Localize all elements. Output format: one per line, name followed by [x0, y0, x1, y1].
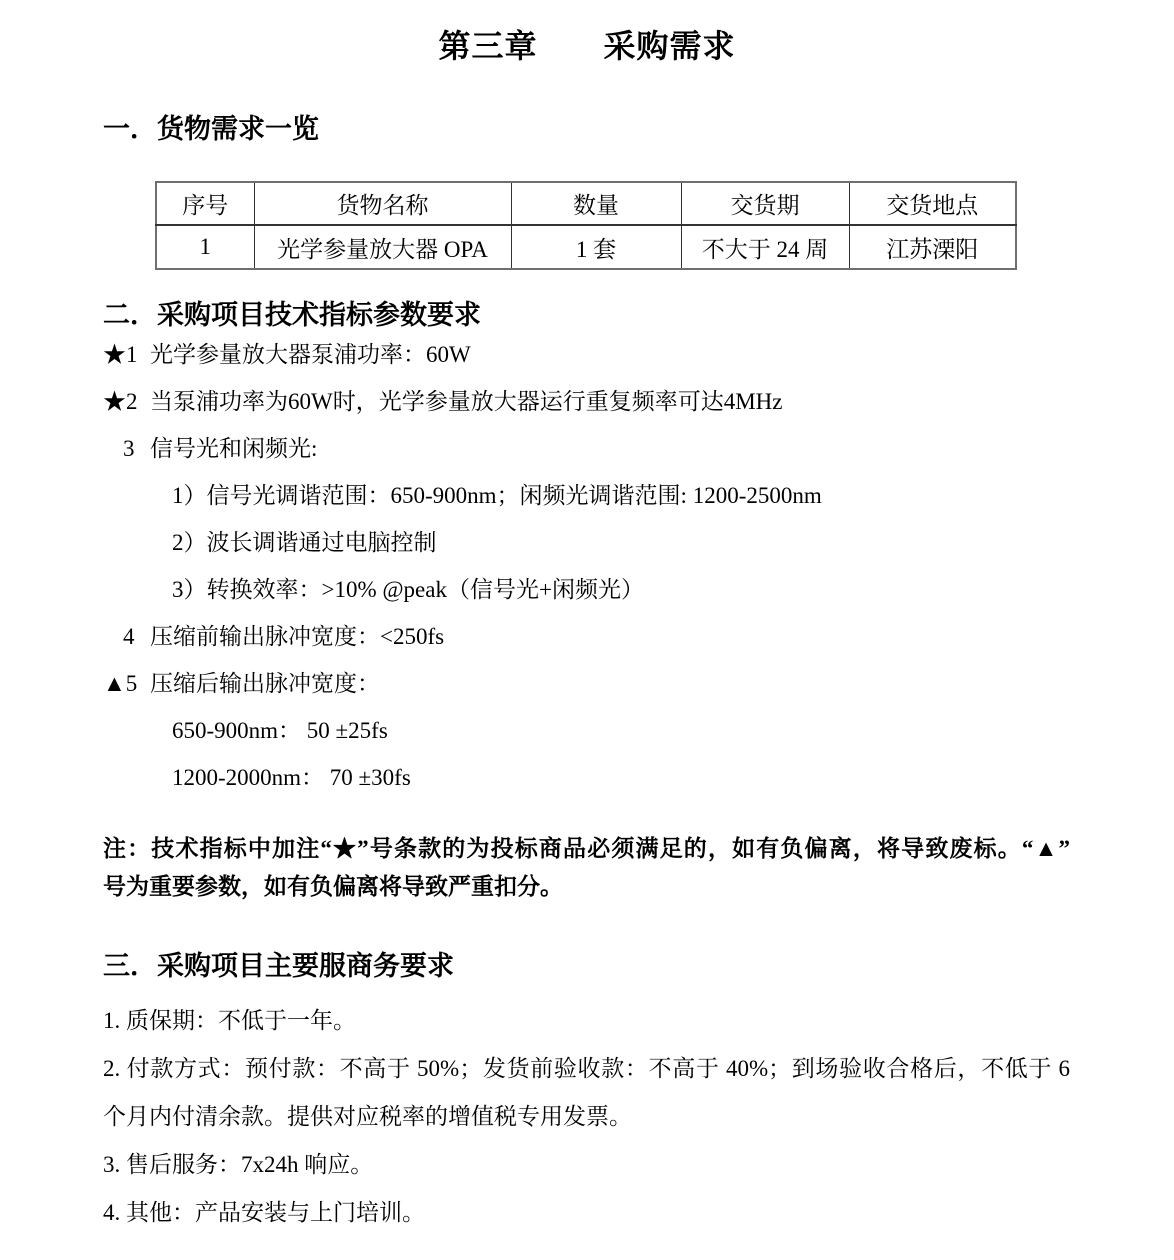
spec-subitem-conversion-efficiency: [172, 566, 1070, 613]
spec-item-signal-idler: [123, 425, 1070, 472]
note-paragraph: [103, 830, 1070, 906]
goods-header-qty: 数量: [511, 182, 681, 225]
item-number: 3: [123, 436, 135, 461]
spec-text: 当泵浦功率为60W时，光学参量放大器运行重复频率可达4MHz: [150, 389, 783, 414]
payment-line-1: 2. 付款方式：预付款：不高于 50%；发货前验收款：不高于 40%；到场验收合格后，不低于 6: [103, 1056, 1070, 1081]
payment-line-2: 个月内付清余款。提供对应税率的增值税专用发票。: [103, 1104, 632, 1129]
spec-text: 波长调谐通过电脑控制: [206, 530, 437, 555]
spec-text: 压缩后输出脉冲宽度：: [150, 671, 380, 696]
goods-table: [155, 181, 1017, 270]
spec-item-rep-rate: [103, 378, 1070, 425]
goods-section-heading: 一．货物需求一览: [103, 114, 319, 144]
spec-value-650-900: [172, 707, 1070, 754]
note-line-1: 注：技术指标中加注“★”号条款的为投标商品必须满足的，如有负偏离，将导致废标。“▲”: [103, 836, 1070, 861]
spec-text: 信号光调谐范围：650-900nm；闲频光调谐范围: 1200-2500nm: [206, 483, 822, 508]
business-item-other: 4. 其他：产品安装与上门培训。: [103, 1200, 425, 1225]
spec-item-pump-power: [103, 331, 1070, 378]
goods-cell-seq: 1: [156, 225, 254, 269]
goods-table-data-row: [156, 225, 1016, 269]
star-marker: ★2: [103, 389, 138, 414]
subitem-number: 2）: [172, 530, 207, 555]
goods-header-name: 货物名称: [254, 182, 511, 225]
document-body: [103, 113, 1070, 1237]
spec-text: 光学参量放大器泵浦功率：60W: [150, 342, 471, 367]
star-marker: ★1: [103, 342, 138, 367]
goods-header-location: 交货地点: [849, 182, 1016, 225]
spec-subitem-tuning-range: [172, 472, 1070, 519]
business-item-aftersales: 3. 售后服务：7x24h 响应。: [103, 1152, 374, 1177]
goods-cell-qty: 1 套: [511, 225, 681, 269]
business-item-warranty: 1. 质保期：不低于一年。: [103, 1008, 356, 1033]
subitem-number: 3）: [172, 577, 207, 602]
goods-cell-location: 江苏溧阳: [849, 225, 1016, 269]
goods-table-header-row: [156, 182, 1016, 225]
business-item-payment: [103, 1045, 1070, 1141]
spec-item-postcompression-width: [103, 660, 1070, 707]
business-section-heading: 三．采购项目主要服商务要求: [103, 951, 454, 981]
spec-text: 1200-2000nm： 70 ±30fs: [172, 765, 411, 790]
triangle-marker: ▲5: [103, 671, 138, 696]
spec-text: 信号光和闲频光:: [150, 436, 318, 461]
business-list: [103, 997, 1070, 1237]
goods-cell-name: 光学参量放大器 OPA: [254, 225, 511, 269]
page-title: 第三章 采购需求: [438, 28, 736, 64]
spec-item-precompression-width: [123, 613, 1070, 660]
note-line-2: 号为重要参数，如有负偏离将导致严重扣分。: [103, 874, 563, 899]
goods-header-seq: 序号: [156, 182, 254, 225]
subitem-number: 1）: [172, 483, 207, 508]
spec-subitem-computer-control: [172, 519, 1070, 566]
spec-text: 转换效率：>10% @peak（信号光+闲频光）: [206, 577, 644, 602]
goods-header-delivery: 交货期: [681, 182, 849, 225]
spec-text: 650-900nm： 50 ±25fs: [172, 718, 388, 743]
spec-value-1200-2000: [172, 754, 1070, 801]
spec-text: 压缩前输出脉冲宽度：<250fs: [150, 624, 445, 649]
specs-section-heading: 二．采购项目技术指标参数要求: [103, 300, 481, 330]
goods-cell-delivery: 不大于 24 周: [681, 225, 849, 269]
item-number: 4: [123, 624, 135, 649]
specs-list: [103, 331, 1070, 801]
